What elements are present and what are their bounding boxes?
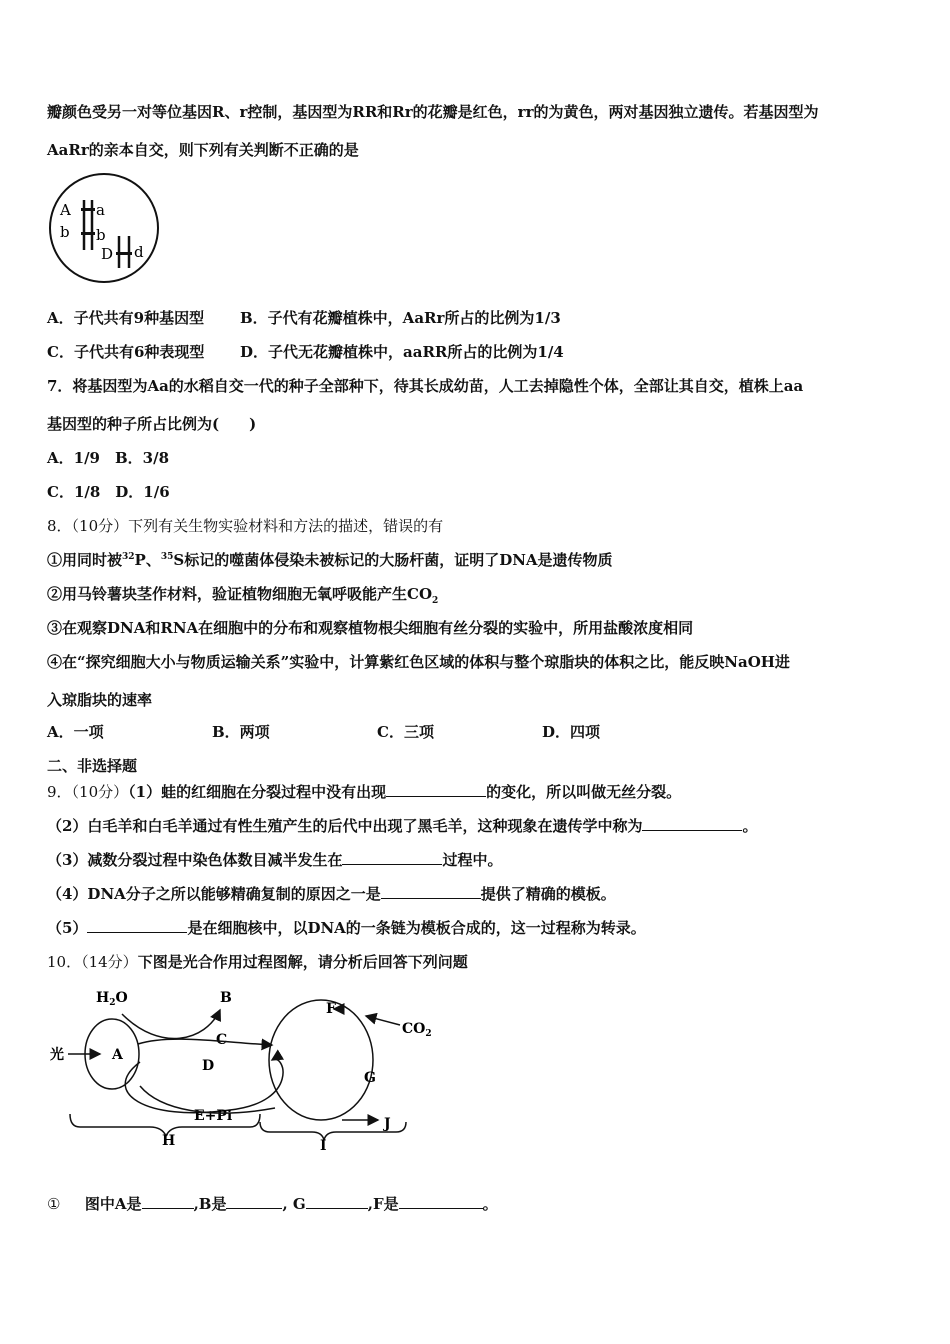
label-F: F xyxy=(326,1001,336,1017)
gene-locus-D xyxy=(116,252,132,255)
calvin-cycle xyxy=(269,1000,373,1120)
photosynthesis-diagram xyxy=(50,982,450,1154)
q8-item1-p: P、 xyxy=(134,551,161,569)
q9-blank2[interactable] xyxy=(642,816,742,831)
q10-score: （14分） xyxy=(81,953,138,971)
q9-blank5[interactable] xyxy=(87,918,187,933)
q9-p4 xyxy=(47,884,616,904)
q10-number: 10． xyxy=(47,953,82,971)
q10-text-a: 图中A是 xyxy=(84,1195,142,1213)
q8-option-C: C．三项 xyxy=(377,723,434,741)
chromosome-figure xyxy=(46,172,164,284)
label-d: d xyxy=(134,243,144,261)
arrow-to-B xyxy=(122,1010,220,1039)
q9-p1 xyxy=(47,782,681,802)
q9-blank1[interactable] xyxy=(386,782,486,797)
label-J: J xyxy=(384,1116,391,1132)
label-b-left: b xyxy=(60,223,70,241)
q7-options-row1: A．1/9 B．3/8 xyxy=(47,449,170,467)
label-a: a xyxy=(96,201,105,219)
q10-blank-A[interactable] xyxy=(142,1194,194,1209)
arrow-co2 xyxy=(366,1016,400,1025)
q7-options-row2: C．1/8 D．1/6 xyxy=(47,483,170,501)
q8-item2 xyxy=(47,584,438,604)
q8-item4-line1: ④在“探究细胞大小与物质运输关系”实验中，计算紫红色区域的体积与整个琼脂块的体积之比，能反映NaOH进 xyxy=(47,653,790,671)
q9-blank4[interactable] xyxy=(381,884,481,899)
q9-p2-after: 。 xyxy=(742,817,758,835)
q9-p1-before: （1）蛙的红细胞在分裂过程中没有出现 xyxy=(128,783,387,801)
q8-number: 8． xyxy=(47,517,72,535)
q10-blank-B[interactable] xyxy=(226,1194,282,1209)
label-C: C xyxy=(216,1032,228,1048)
q8-item2-text: ②用马铃薯块茎作材料，验证植物细胞无氧呼吸能产生CO xyxy=(47,585,433,603)
q9-p1-after: 的变化，所以叫做无丝分裂。 xyxy=(486,783,682,801)
label-co2: $CO_2$ xyxy=(402,1021,432,1039)
q9-p3-after: 过程中。 xyxy=(442,851,503,869)
q7-stem-line1: 7．将基因型为Aa的水稻自交一代的种子全部种下，待其长成幼苗，人工去掉隐性个体，全部让其自交，植株上aa xyxy=(47,377,804,395)
label-light: 光 xyxy=(50,1047,64,1063)
q10-subquestion1 xyxy=(47,1194,498,1214)
label-EPi: E+Pi xyxy=(194,1108,233,1124)
q10-blank-G[interactable] xyxy=(306,1194,368,1209)
q8-header xyxy=(47,516,443,536)
label-I: I xyxy=(320,1138,327,1154)
q10-text-f: ,F是 xyxy=(367,1195,399,1213)
q8-item1-text-b: S标记的噬菌体侵染未被标记的大肠杆菌，证明了DNA是遗传物质 xyxy=(173,551,613,569)
section2-title: 二、非选择题 xyxy=(47,757,138,775)
q9-p5-before: （5） xyxy=(47,919,88,937)
q6-option-B: B．子代有花瓣植株中，AaRr所占的比例为1/3 xyxy=(240,309,561,327)
q9-p2-before: （2）白毛羊和白毛羊通过有性生殖产生的后代中出现了黑毛羊，这种现象在遗传学中称为 xyxy=(47,817,643,835)
q9-number: 9． xyxy=(47,783,72,801)
q8-item1-sup2: 35 xyxy=(160,552,174,562)
q6-option-A: A．子代共有9种基因型 xyxy=(47,309,205,327)
q10-header xyxy=(47,952,468,972)
q8-score: （10分） xyxy=(71,517,129,535)
q7-stem-line2: 基因型的种子所占比例为( ) xyxy=(47,415,257,433)
q6-option-D: D．子代无花瓣植株中，aaRR所占的比例为1/4 xyxy=(240,343,564,361)
q8-item3: ③在观察DNA和RNA在细胞中的分布和观察植物根尖细胞有丝分裂的实验中，所用盐酸浓度相同 xyxy=(47,619,694,637)
q9-p4-before: （4）DNA分子之所以能够精确复制的原因之一是 xyxy=(47,885,381,903)
q9-p5 xyxy=(47,918,646,938)
label-D: D xyxy=(202,1058,215,1074)
q8-item1-sup1: 32 xyxy=(122,552,135,562)
q8-item2-sub: 2 xyxy=(432,596,439,606)
gene-locus-A xyxy=(81,208,95,211)
q10-stem: 下图是光合作用过程图解，请分析后回答下列问题 xyxy=(137,953,468,971)
q9-p5-after: 是在细胞核中，以DNA的一条链为模板合成的，这一过程称为转录。 xyxy=(187,919,646,937)
q8-item4-line2: 入琼脂块的速率 xyxy=(47,691,153,709)
q9-blank3[interactable] xyxy=(342,850,442,865)
q6-option-C: C．子代共有6种表现型 xyxy=(47,343,205,361)
label-B: B xyxy=(220,990,232,1006)
q9-p3 xyxy=(47,850,502,870)
q10-text-end: 。 xyxy=(482,1195,498,1213)
q8-stem: 下列有关生物实验材料和方法的描述，错误的有 xyxy=(128,517,444,535)
q10-blank-F[interactable] xyxy=(399,1194,483,1209)
gene-locus-b xyxy=(81,232,95,235)
q8-option-D: D．四项 xyxy=(542,723,601,741)
label-A: A xyxy=(60,201,71,219)
q6-stem-line2: AaRr的亲本自交，则下列有关判断不正确的是 xyxy=(47,141,359,159)
label-b-right: b xyxy=(96,226,106,244)
q8-item1 xyxy=(47,550,613,570)
q8-option-B: B．两项 xyxy=(212,723,270,741)
label-G: G xyxy=(364,1070,376,1086)
arrow-C xyxy=(138,1039,272,1045)
q6-stem-line1: 瓣颜色受另一对等位基因R、r控制，基因型为RR和Rr的花瓣是红色，rr的为黄色，两对基因独立遗传。若基因型为 xyxy=(47,103,819,121)
q10-text-b: ,B是 xyxy=(193,1195,227,1213)
label-h2o: $H_2O$ xyxy=(96,990,128,1008)
label-A: A xyxy=(112,1047,123,1063)
q8-option-A: A．一项 xyxy=(47,723,104,741)
q9-p3-before: （3）减数分裂过程中染色体数目减半发生在 xyxy=(47,851,343,869)
q9-p4-after: 提供了精确的模板。 xyxy=(480,885,616,903)
q9-p2 xyxy=(47,816,757,836)
q10-circle-number: ① xyxy=(47,1195,61,1213)
q8-item1-text-a: ①用同时被 xyxy=(47,551,123,569)
label-D: D xyxy=(101,245,114,263)
q9-score: （10分） xyxy=(71,783,129,801)
q10-text-g: , G xyxy=(282,1195,306,1213)
label-H: H xyxy=(162,1133,176,1149)
